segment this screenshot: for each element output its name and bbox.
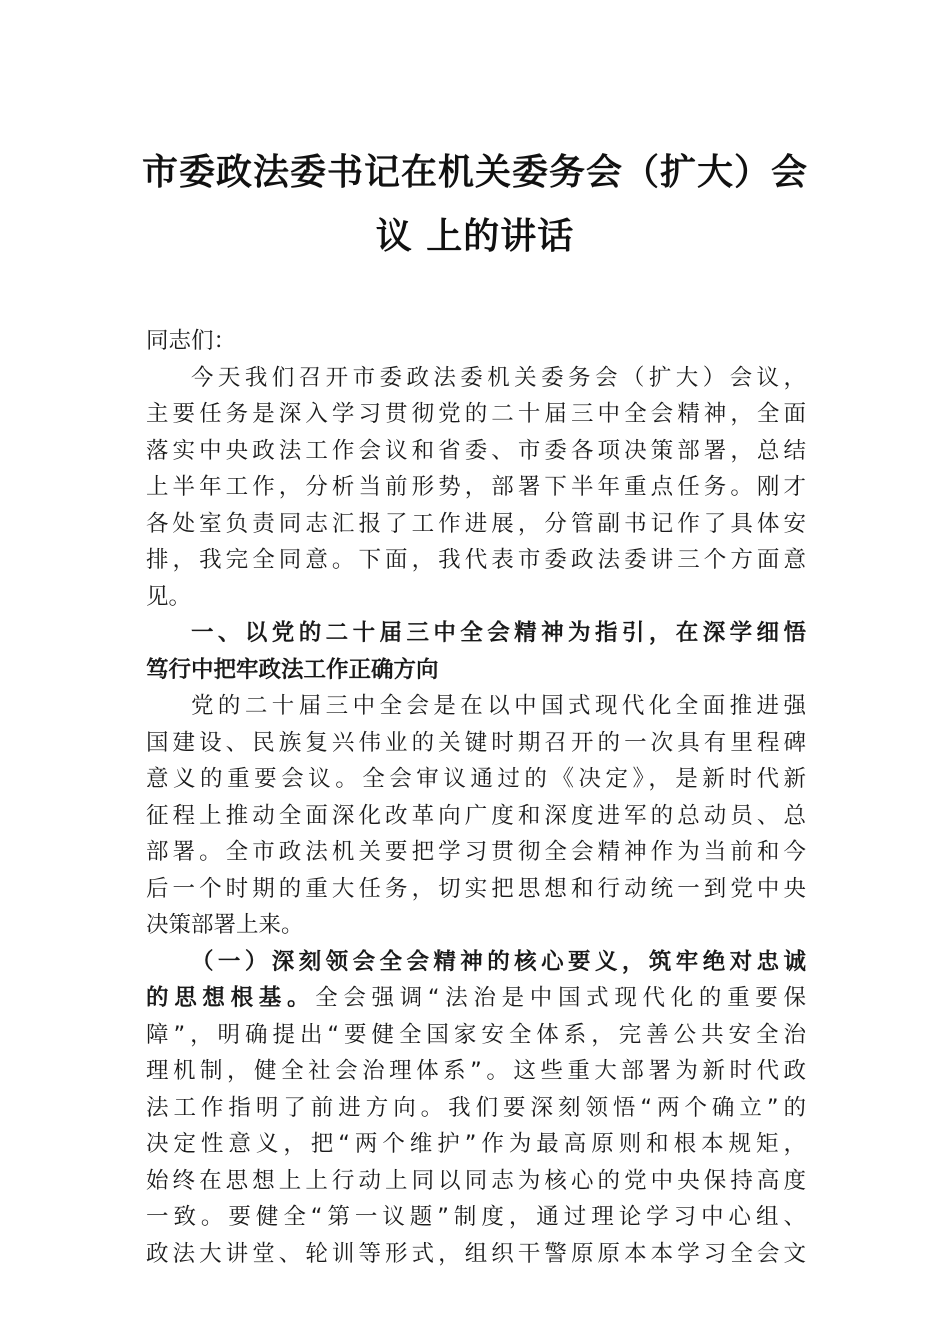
intro-line: 上半年工作，分析当前形势，部署下半年重点任务。刚才 <box>146 474 806 500</box>
section-para-line: 部署。全市政法机关要把学习贯彻全会精神作为当前和今 <box>146 839 806 865</box>
subsection-para-line: 法工作指明了前进方向。我们要深刻领悟“两个确立”的 <box>146 1094 806 1121</box>
subsection-para-line: 始终在思想上上行动上同以同志为核心的党中央保持高度 <box>146 1167 806 1194</box>
intro-line: 落实中央政法工作会议和省委、市委各项决策部署，总结 <box>146 437 806 464</box>
section-para-line: 国建设、民族复兴伟业的关键时期召开的一次具有里程碑 <box>146 729 806 756</box>
section-para-line: 意义的重要会议。全会审议通过的《决定》，是新时代新 <box>146 766 806 792</box>
subsection-para-line: 理机制，健全社会治理体系”。这些重大部署为新时代政 <box>146 1058 806 1084</box>
intro-line: 主要任务是深入学习贯彻党的二十届三中全会精神，全面 <box>146 401 806 427</box>
subsection-para-line: 障”，明确提出“要健全国家安全体系，完善公共安全治 <box>146 1021 806 1048</box>
section-heading-line: 笃行中把牢政法工作正确方向 <box>146 656 439 683</box>
section-para-line: 后一个时期的重大任务，切实把思想和行动统一到党中央 <box>146 875 806 902</box>
section-para-line: 征程上推动全面深化改革向广度和深度进军的总动员、总 <box>146 802 806 829</box>
section-para-line: 党的二十届三中全会是在以中国式现代化全面推进强 <box>191 693 806 719</box>
title-line-1: 市委政法委书记在机关委务会（扩大）会 <box>141 151 808 193</box>
title-line-2: 议 上的讲话 <box>375 215 575 257</box>
document-title <box>140 140 810 268</box>
intro-line: 见。 <box>146 583 192 610</box>
section-heading-line: 一、以党的二十届三中全会精神为指引，在深学细悟 <box>191 620 806 646</box>
intro-line: 各处室负责同志汇报了工作进展，分管副书记作了具体安 <box>146 510 806 537</box>
intro-line: 排，我完全同意。下面，我代表市委政法委讲三个方面意 <box>146 547 806 573</box>
subsection-mixed-line <box>146 980 806 1017</box>
subsection-text: 全会强调“法治是中国式现代化的重要保 <box>315 985 806 1011</box>
intro-line: 今天我们召开市委政法委机关委务会（扩大）会议， <box>191 364 806 391</box>
subsection-heading-tail: 的思想根基。 <box>146 985 316 1011</box>
subsection-heading-line: （一）深刻领会全会精神的核心要义，筑牢绝对忠诚 <box>191 948 806 975</box>
subsection-para-line: 一致。要健全“第一议题”制度，通过理论学习中心组、 <box>146 1204 806 1230</box>
section-para-line: 决策部署上来。 <box>146 912 304 938</box>
subsection-para-line: 决定性意义，把“两个维护”作为最高原则和根本规矩， <box>146 1131 806 1157</box>
document-body <box>146 323 806 1272</box>
subsection-para-line: 政法大讲堂、轮训等形式，组织干警原原本本学习全会文 <box>146 1240 806 1267</box>
salutation: 同志们： <box>146 328 237 354</box>
